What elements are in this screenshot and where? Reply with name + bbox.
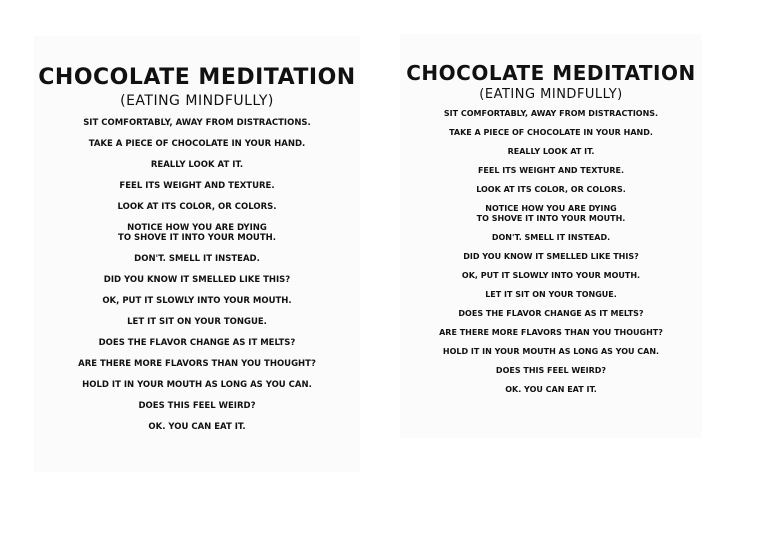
step-item: HOLD IT IN YOUR MOUTH AS LONG AS YOU CAN. [442,346,660,356]
step-item: LOOK AT ITS COLOR, OR COLORS. [476,185,626,194]
card-subtitle: (EATING MINDFULLY) [120,93,274,109]
card-subtitle: (EATING MINDFULLY) [479,87,623,102]
step-item: TAKE A PIECE OF CHOCOLATE IN YOUR HAND. [88,139,306,149]
step-item: OK. YOU CAN EAT IT. [148,422,246,432]
step-item: DOES THIS FEEL WEIRD? [138,401,256,411]
step-item: OK. YOU CAN EAT IT. [505,384,597,394]
step-item: NOTICE HOW YOU ARE DYING TO SHOVE IT INTO YOUR MOUTH. [118,223,276,243]
step-item: SIT COMFORTABLY, AWAY FROM DISTRACTIONS. [83,118,311,128]
step-item: LET IT SIT ON YOUR TONGUE. [127,317,267,327]
step-item: DID YOU KNOW IT SMELLED LIKE THIS? [103,275,291,285]
step-item: LET IT SIT ON YOUR TONGUE. [485,289,617,299]
step-item: DON'T. SMELL IT INSTEAD. [491,232,611,242]
step-item: LOOK AT ITS COLOR, OR COLORS. [117,202,277,212]
step-item: ARE THERE MORE FLAVORS THAN YOU THOUGHT? [78,359,316,369]
steps-list [439,109,663,404]
steps-list [78,118,316,443]
step-item: OK, PUT IT SLOWLY INTO YOUR MOUTH. [461,270,641,280]
meditation-card-left [34,36,360,472]
step-item: DON'T. SMELL IT INSTEAD. [134,254,260,264]
card-title: CHOCOLATE MEDITATION [38,65,356,90]
step-item: DOES THE FLAVOR CHANGE AS IT MELTS? [458,308,644,318]
step-item: TAKE A PIECE OF CHOCOLATE IN YOUR HAND. [449,128,653,137]
step-item: FEEL ITS WEIGHT AND TEXTURE. [477,166,625,175]
step-item: SIT COMFORTABLY, AWAY FROM DISTRACTIONS. [443,109,659,118]
step-item: NOTICE HOW YOU ARE DYING TO SHOVE IT INTO YOUR MOUTH. [476,204,626,223]
step-item: DOES THE FLAVOR CHANGE AS IT MELTS? [98,338,296,348]
step-item: DID YOU KNOW IT SMELLED LIKE THIS? [463,251,639,261]
step-item: DOES THIS FEEL WEIRD? [495,365,607,375]
step-item: OK, PUT IT SLOWLY INTO YOUR MOUTH. [102,296,292,306]
step-item: REALLY LOOK AT IT. [507,147,595,156]
step-item: HOLD IT IN YOUR MOUTH AS LONG AS YOU CAN. [82,380,312,390]
card-title: CHOCOLATE MEDITATION [406,61,696,85]
step-item: REALLY LOOK AT IT. [150,160,244,170]
meditation-card-right [400,34,702,438]
step-item: FEEL ITS WEIGHT AND TEXTURE. [119,181,275,191]
step-item: ARE THERE MORE FLAVORS THAN YOU THOUGHT? [439,327,663,337]
